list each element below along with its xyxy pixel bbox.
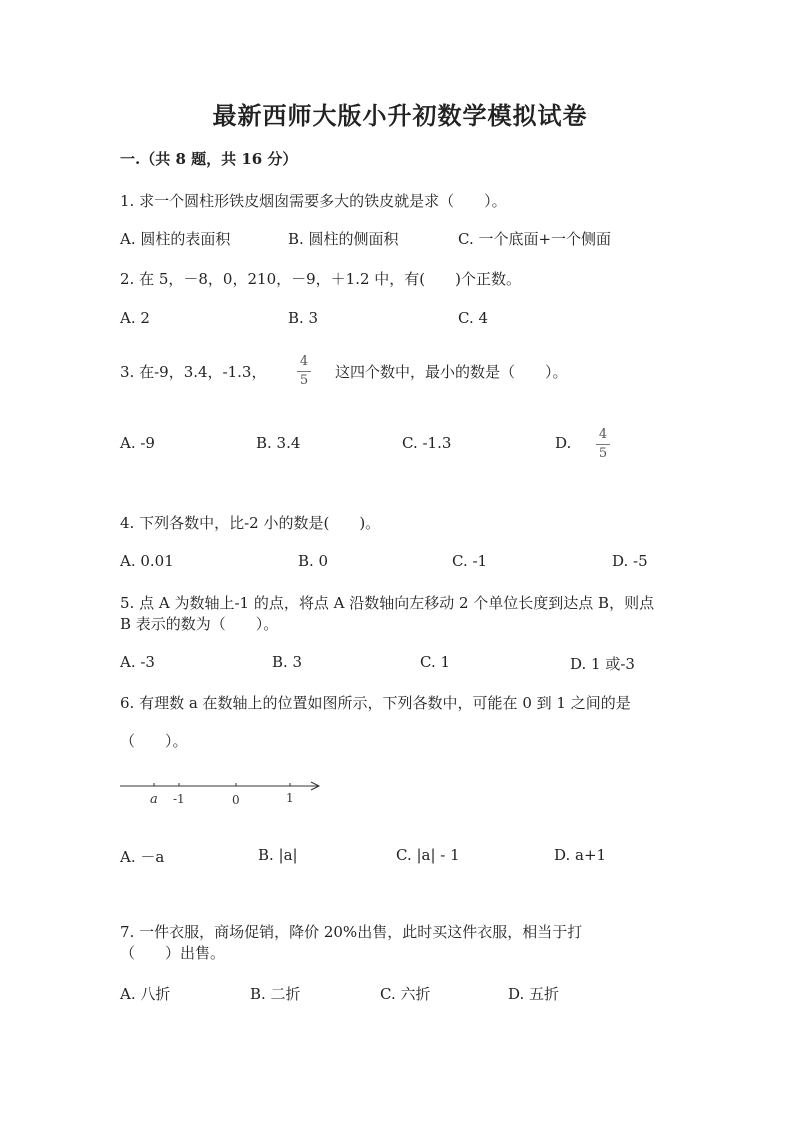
q2-option-b: B. 3 <box>288 309 319 327</box>
question-6-line-2: （ ）。 <box>120 732 188 750</box>
question-3-start: 3. 在-9，3.4，-1.3， <box>120 363 267 381</box>
q1-option-a: A. 圆柱的表面积 <box>120 230 231 248</box>
question-2: 2. 在 5，－8，0，210，－9，＋1.2 中，有( )个正数。 <box>120 270 521 288</box>
q4-option-d: D. -5 <box>612 552 648 570</box>
fraction-numerator: 4 <box>299 354 309 369</box>
label-neg-1: -1 <box>173 792 185 806</box>
q2-option-a: A. 2 <box>120 309 150 327</box>
number-line-figure <box>118 776 328 810</box>
q4-option-a: A. 0.01 <box>120 552 174 570</box>
question-7-line-1: 7. 一件衣服，商场促销，降价 20%出售，此时买这件衣服，相当于打 <box>120 923 583 941</box>
q4-option-c: C. -1 <box>452 552 488 570</box>
question-6-line-1: 6. 有理数 a 在数轴上的位置如图所示，下列各数中，可能在 0 到 1 之间的是 <box>120 694 631 712</box>
q5-option-b: B. 3 <box>272 653 303 671</box>
label-0: 0 <box>232 793 240 807</box>
question-3-end: 这四个数中，最小的数是（ ）。 <box>335 363 568 381</box>
q7-option-b: B. 二折 <box>250 985 301 1003</box>
question-3-fraction <box>297 355 311 388</box>
q3-option-b: B. 3.4 <box>256 434 301 452</box>
q5-option-d: D. 1 或-3 <box>570 655 635 673</box>
q2-option-c: C. 4 <box>458 309 489 327</box>
q7-option-d: D. 五折 <box>508 985 560 1003</box>
q7-option-a: A. 八折 <box>120 985 171 1003</box>
q6-option-a: A. －a <box>120 848 165 866</box>
section-heading: 一.（共 8 题，共 16 分） <box>120 150 298 168</box>
q3-option-a: A. -9 <box>120 434 155 452</box>
label-1: 1 <box>286 791 294 805</box>
page-title: 最新西师大版小升初数学模拟试卷 <box>212 101 588 130</box>
question-5-line-1: 5. 点 A 为数轴上-1 的点，将点 A 沿数轴向左移动 2 个单位长度到达点 B，则点 <box>120 594 655 612</box>
question-1: 1. 求一个圆柱形铁皮烟囱需要多大的铁皮就是求（ ）。 <box>120 192 507 210</box>
question-5-line-2: B 表示的数为（ ）。 <box>120 615 279 633</box>
q3-option-c: C. -1.3 <box>402 434 452 452</box>
q4-option-b: B. 0 <box>298 552 329 570</box>
q7-option-c: C. 六折 <box>380 985 431 1003</box>
fraction-numerator: 4 <box>598 427 608 442</box>
q1-option-c: C. 一个底面+一个侧面 <box>458 230 612 248</box>
q3-option-d: D. <box>555 434 572 452</box>
q6-option-d: D. a+1 <box>554 846 607 864</box>
q3-option-d-fraction <box>596 428 610 461</box>
q5-option-a: A. -3 <box>120 653 155 671</box>
question-4: 4. 下列各数中，比-2 小的数是( )。 <box>120 514 381 532</box>
label-a: a <box>150 792 158 807</box>
fraction-denominator: 5 <box>598 446 608 461</box>
q6-option-c: C. |a| - 1 <box>396 846 460 864</box>
q1-option-b: B. 圆柱的侧面积 <box>288 230 399 248</box>
question-7-line-2: （ ）出售。 <box>120 944 226 962</box>
q6-option-b: B. |a| <box>258 846 298 864</box>
q5-option-c: C. 1 <box>420 653 451 671</box>
fraction-denominator: 5 <box>299 373 309 388</box>
